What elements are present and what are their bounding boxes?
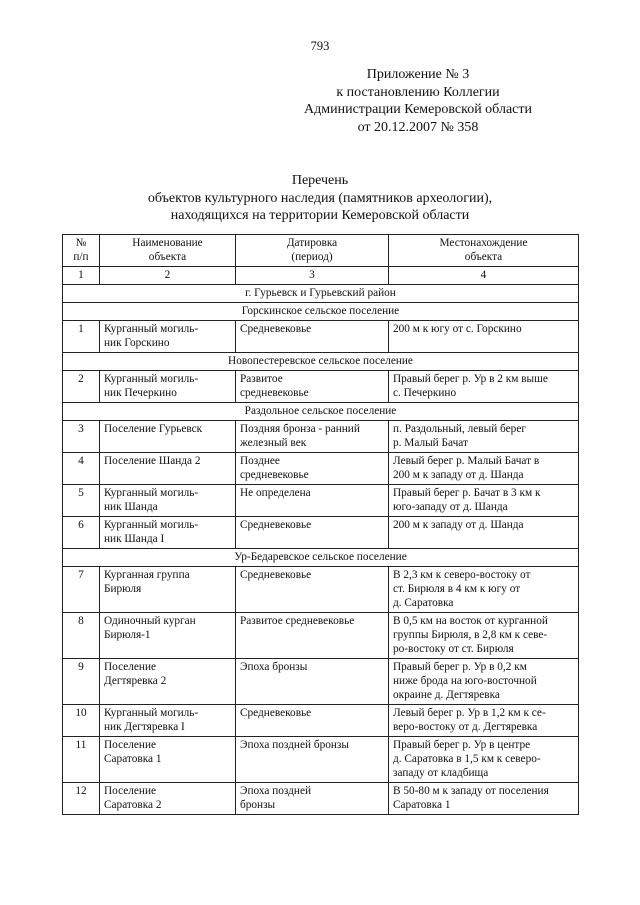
section-row [63,285,579,303]
header-dating: Датировка (период) [236,235,389,267]
cell-number: 7 [63,567,100,613]
table-row [63,421,579,453]
cell-dating: Эпоха поздней бронзы [236,783,389,815]
column-number: 2 [100,267,236,285]
cell-location: 200 м к югу от с. Горскино [389,321,579,353]
cell-dating: Эпоха бронзы [236,659,389,705]
header-name: Наименование объекта [100,235,236,267]
appendix-line-3: Администрации Кемеровской области [304,102,532,117]
header-location: Местонахождение объекта [389,235,579,267]
cell-location: Левый берег р. Ур в 1,2 км к се- веро-востоку от д. Дегтяревка [389,705,579,737]
cell-location: В 50-80 м к западу от поселения Саратовка 1 [389,783,579,815]
section-heading: Новопестеревское сельское поселение [63,353,579,371]
cell-object-name: Курганный могиль- ник Шанда I [100,517,236,549]
cell-object-name: Курганный могиль- ник Горскино [100,321,236,353]
cell-dating: Развитое средневековье [236,613,389,659]
table-row [63,485,579,517]
cell-number: 9 [63,659,100,705]
cell-number: 3 [63,421,100,453]
section-heading: Раздольное сельское поселение [63,403,579,421]
page-number: 793 [310,39,330,53]
cell-dating: Развитое средневековье [236,371,389,403]
cell-location: Правый берег р. Ур в центре д. Саратовка в 1,5 км к северо- западу от кладбища [389,737,579,783]
appendix-line-1: Приложение № 3 [366,67,470,82]
cell-object-name: Курганный могиль- ник Дегтяревка I [100,705,236,737]
cell-number: 12 [63,783,100,815]
cell-number: 6 [63,517,100,549]
table-row [63,371,579,403]
column-number: 4 [389,267,579,285]
cell-object-name: Курганный могиль- ник Шанда [100,485,236,517]
cell-number: 5 [63,485,100,517]
column-number-row [63,267,579,285]
cell-number: 1 [63,321,100,353]
cell-number: 8 [63,613,100,659]
title-line-3: находящихся на территории Кемеровской области [170,208,470,223]
cell-location: В 0,5 км на восток от курганной группы Бирюля, в 2,8 км к севе- ро-востоку от ст. Бирюля [389,613,579,659]
section-heading: Ур-Бедаревское сельское поселение [63,549,579,567]
cell-location: 200 м к западу от д. Шанда [389,517,579,549]
title-line-1: Перечень [291,173,349,188]
cell-object-name: Поселение Саратовка 2 [100,783,236,815]
cell-dating: Средневековье [236,517,389,549]
cell-object-name: Поселение Гурьевск [100,421,236,453]
section-row [63,403,579,421]
cell-dating: Эпоха поздней бронзы [236,737,389,783]
section-heading: Горскинское сельское поселение [63,303,579,321]
section-row [63,353,579,371]
column-number: 3 [236,267,389,285]
appendix-header [268,66,568,136]
cell-location: п. Раздольный, левый берег р. Малый Бачат [389,421,579,453]
cell-object-name: Поселение Шанда 2 [100,453,236,485]
section-row [63,303,579,321]
cell-number: 11 [63,737,100,783]
cell-location: Правый берег р. Бачат в 3 км к юго-западу от д. Шанда [389,485,579,517]
header-number: № п/п [63,235,100,267]
table-row [63,705,579,737]
cell-location: Левый берег р. Малый Бачат в 200 м к западу от д. Шанда [389,453,579,485]
cell-object-name: Поселение Дегтяревка 2 [100,659,236,705]
cell-dating: Поздняя бронза - ранний железный век [236,421,389,453]
header-row [63,235,579,267]
table-row [63,567,579,613]
column-number: 1 [63,267,100,285]
table-row [63,737,579,783]
table-header [63,235,579,285]
document-title [0,172,640,225]
cell-location: Правый берег р. Ур в 2 км выше с. Печеркино [389,371,579,403]
cell-object-name: Поселение Саратовка 1 [100,737,236,783]
table-row [63,613,579,659]
cell-object-name: Курганный могиль- ник Печеркино [100,371,236,403]
appendix-line-4: от 20.12.2007 № 358 [357,119,479,135]
cell-location: В 2,3 км к северо-востоку от ст. Бирюля в 4 км к югу от д. Саратовка [389,567,579,613]
section-heading: г. Гурьевск и Гурьевский район [63,285,579,303]
table-body [63,285,579,815]
cell-dating: Не определена [236,485,389,517]
table-row [63,783,579,815]
cell-number: 10 [63,705,100,737]
table-row [63,321,579,353]
cell-object-name: Одиночный курган Бирюля-1 [100,613,236,659]
cell-dating: Средневековье [236,705,389,737]
cell-dating: Позднее средневековье [236,453,389,485]
title-line-2: объектов культурного наследия (памятников археологии), [147,190,493,206]
table-row [63,517,579,549]
cell-object-name: Курганная группа Бирюля [100,567,236,613]
cell-number: 2 [63,371,100,403]
table-row [63,659,579,705]
cell-location: Правый берег р. Ур в 0,2 км ниже брода на юго-восточной окраине д. Дегтяревка [389,659,579,705]
monuments-table [62,234,579,815]
section-row [63,549,579,567]
cell-dating: Средневековье [236,321,389,353]
cell-dating: Средневековье [236,567,389,613]
cell-number: 4 [63,453,100,485]
table-row [63,453,579,485]
appendix-line-2: к постановлению Коллегии [336,84,500,100]
